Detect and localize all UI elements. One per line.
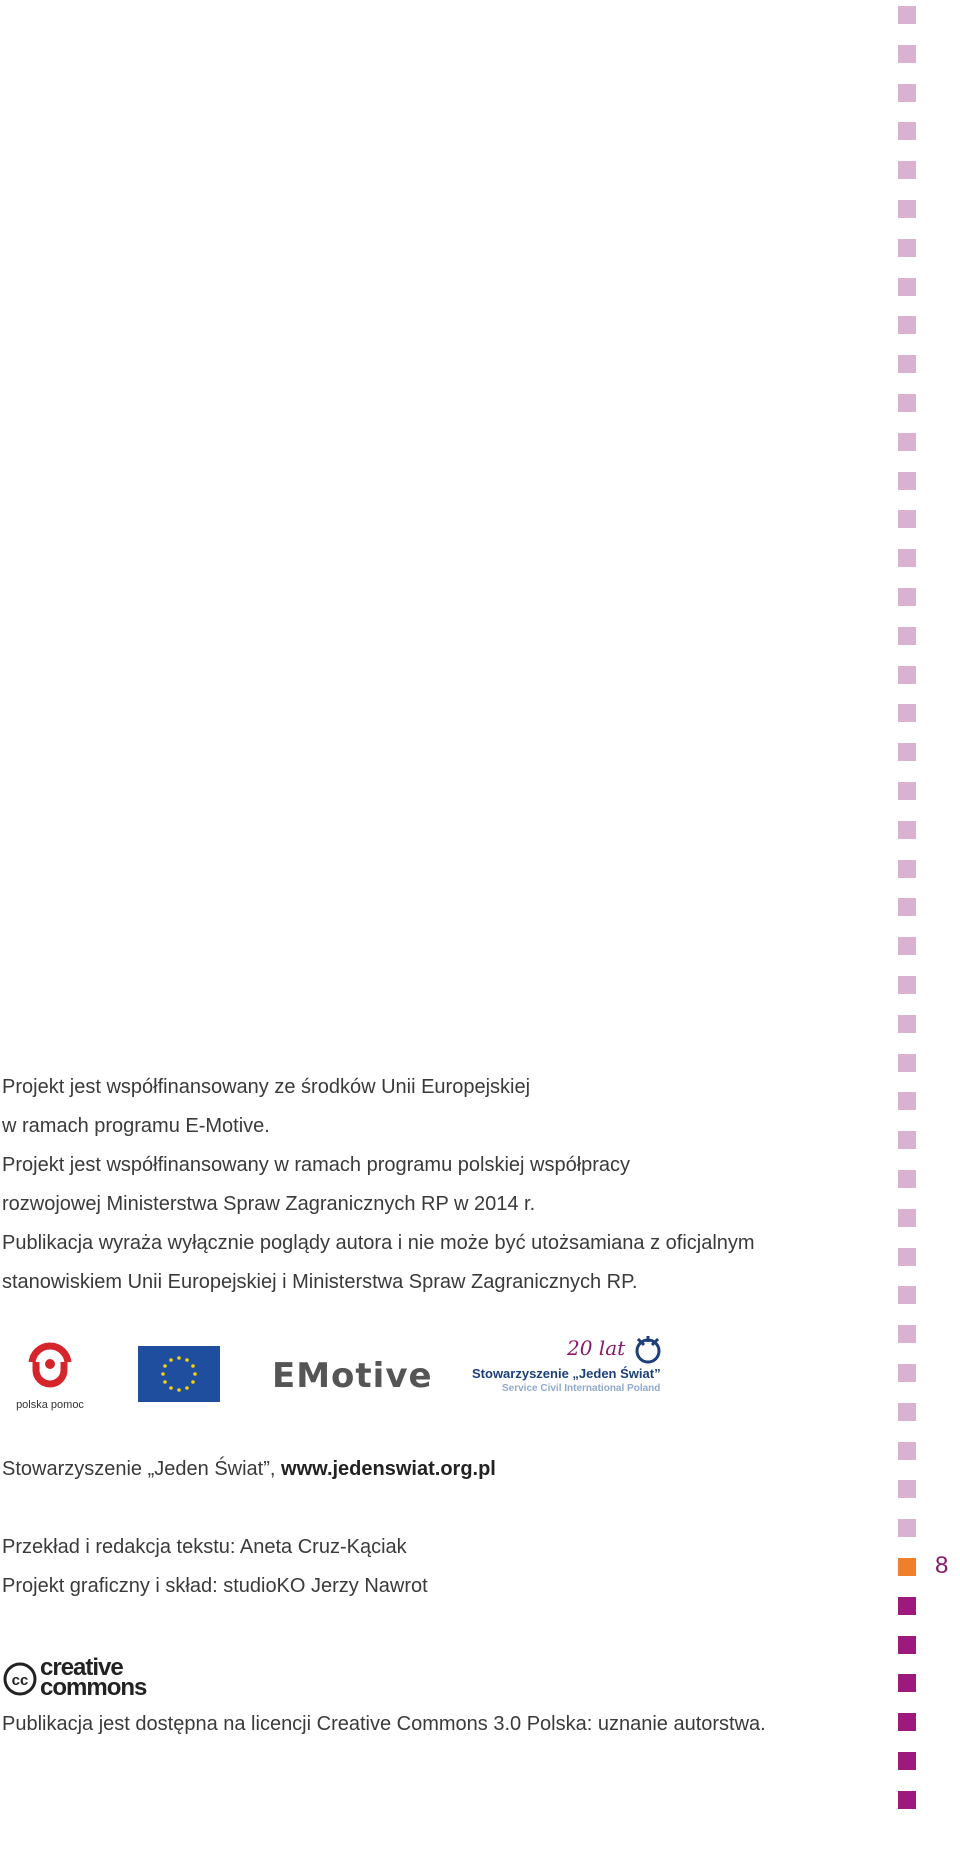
page-marker — [898, 898, 916, 916]
page-marker — [898, 200, 916, 218]
funding-statement — [2, 1068, 882, 1302]
page-marker — [898, 161, 916, 179]
page-marker — [898, 472, 916, 490]
page-marker — [898, 1364, 916, 1382]
organization-name: Stowarzyszenie „Jeden Świat”, — [2, 1458, 282, 1480]
jeden-swiat-years: 20 lat — [567, 1336, 626, 1360]
cc-badge-text: cc — [11, 1672, 29, 1689]
disclaimer-line-1: Publikacja wyraża wyłącznie poglądy autora i nie może być utożsamiana z oficjalnym — [2, 1232, 755, 1254]
page-marker — [898, 1480, 916, 1498]
polska-pomoc-logo — [10, 1340, 90, 1412]
page-marker — [898, 1015, 916, 1033]
disclaimer-line-2: stanowiskiem Unii Europejskiej i Ministerstwa Spraw Zagranicznych RP. — [2, 1271, 638, 1293]
jeden-swiat-sub: Service Civil International Poland — [502, 1383, 661, 1394]
page-marker — [898, 549, 916, 567]
page-marker — [898, 1403, 916, 1421]
page-marker — [898, 1519, 916, 1537]
page-marker — [898, 1674, 916, 1692]
page-marker — [898, 937, 916, 955]
page-marker — [898, 666, 916, 684]
page-marker — [898, 821, 916, 839]
page-marker — [898, 1054, 916, 1072]
page-marker — [898, 1713, 916, 1731]
page-marker — [898, 1597, 916, 1615]
page-marker — [898, 239, 916, 257]
polska-pomoc-icon — [10, 1340, 90, 1392]
page-marker — [898, 704, 916, 722]
page-marker — [898, 627, 916, 645]
page-marker — [898, 1791, 916, 1809]
page-marker — [898, 1248, 916, 1266]
page-marker — [898, 355, 916, 373]
funding-line-3: Projekt jest współfinansowany w ramach programu polskiej współpracy — [2, 1154, 631, 1176]
eu-flag-icon — [138, 1346, 220, 1402]
page-marker — [898, 782, 916, 800]
funding-line-4: rozwojowej Ministerstwa Spraw Zagranicznych RP w 2014 r. — [2, 1193, 536, 1215]
page-marker — [898, 1170, 916, 1188]
translation-credit: Przekład i redakcja tekstu: Aneta Cruz-Kąciak — [2, 1536, 407, 1558]
jeden-swiat-name: Stowarzyszenie „Jeden Świat” — [472, 1366, 661, 1381]
page-marker — [898, 433, 916, 451]
page-marker — [898, 84, 916, 102]
page-number: 8 — [935, 1552, 949, 1579]
page-marker — [898, 588, 916, 606]
design-credit: Projekt graficzny i skład: studioKO Jerzy Nawrot — [2, 1575, 428, 1597]
page-marker — [898, 976, 916, 994]
page-marker — [898, 45, 916, 63]
page-marker — [898, 860, 916, 878]
cc-word-creative: creative — [40, 1655, 123, 1681]
page-marker — [898, 1092, 916, 1110]
page-marker — [898, 1131, 916, 1149]
cc-icon — [2, 1655, 172, 1699]
funding-line-2: w ramach programu E-Motive. — [2, 1115, 270, 1137]
creative-commons-logo — [2, 1655, 172, 1704]
organization-url[interactable]: www.jedenswiat.org.pl — [281, 1458, 496, 1480]
funding-line-1: Projekt jest współfinansowany ze środków Unii Europejskiej — [2, 1076, 531, 1098]
cc-word-commons: commons — [40, 1674, 147, 1699]
page-marker — [898, 1286, 916, 1304]
page-marker — [898, 510, 916, 528]
license-statement: Publikacja jest dostępna na licencji Creative Commons 3.0 Polska: uznanie autorstwa. — [2, 1713, 766, 1735]
page-marker — [898, 394, 916, 412]
page-marker — [898, 1636, 916, 1654]
page-marker — [898, 1442, 916, 1460]
page-marker — [898, 1325, 916, 1343]
page-marker-current — [898, 1558, 916, 1576]
jeden-swiat-logo — [472, 1336, 672, 1404]
eu-flag-logo — [138, 1346, 220, 1407]
organization-line — [2, 1458, 496, 1481]
emotive-wordmark: EMotive — [272, 1356, 433, 1396]
page-marker — [898, 278, 916, 296]
page-marker — [898, 1752, 916, 1770]
page-marker — [898, 6, 916, 24]
page-marker — [898, 743, 916, 761]
sponsor-logos — [0, 1336, 700, 1420]
page-progress-markers — [898, 0, 918, 1851]
polska-pomoc-label: polska pomoc — [16, 1399, 84, 1411]
page-marker — [898, 316, 916, 334]
emotive-logo — [272, 1356, 433, 1396]
sci-emblem-icon — [632, 1334, 664, 1364]
page-marker — [898, 122, 916, 140]
page-marker — [898, 1209, 916, 1227]
